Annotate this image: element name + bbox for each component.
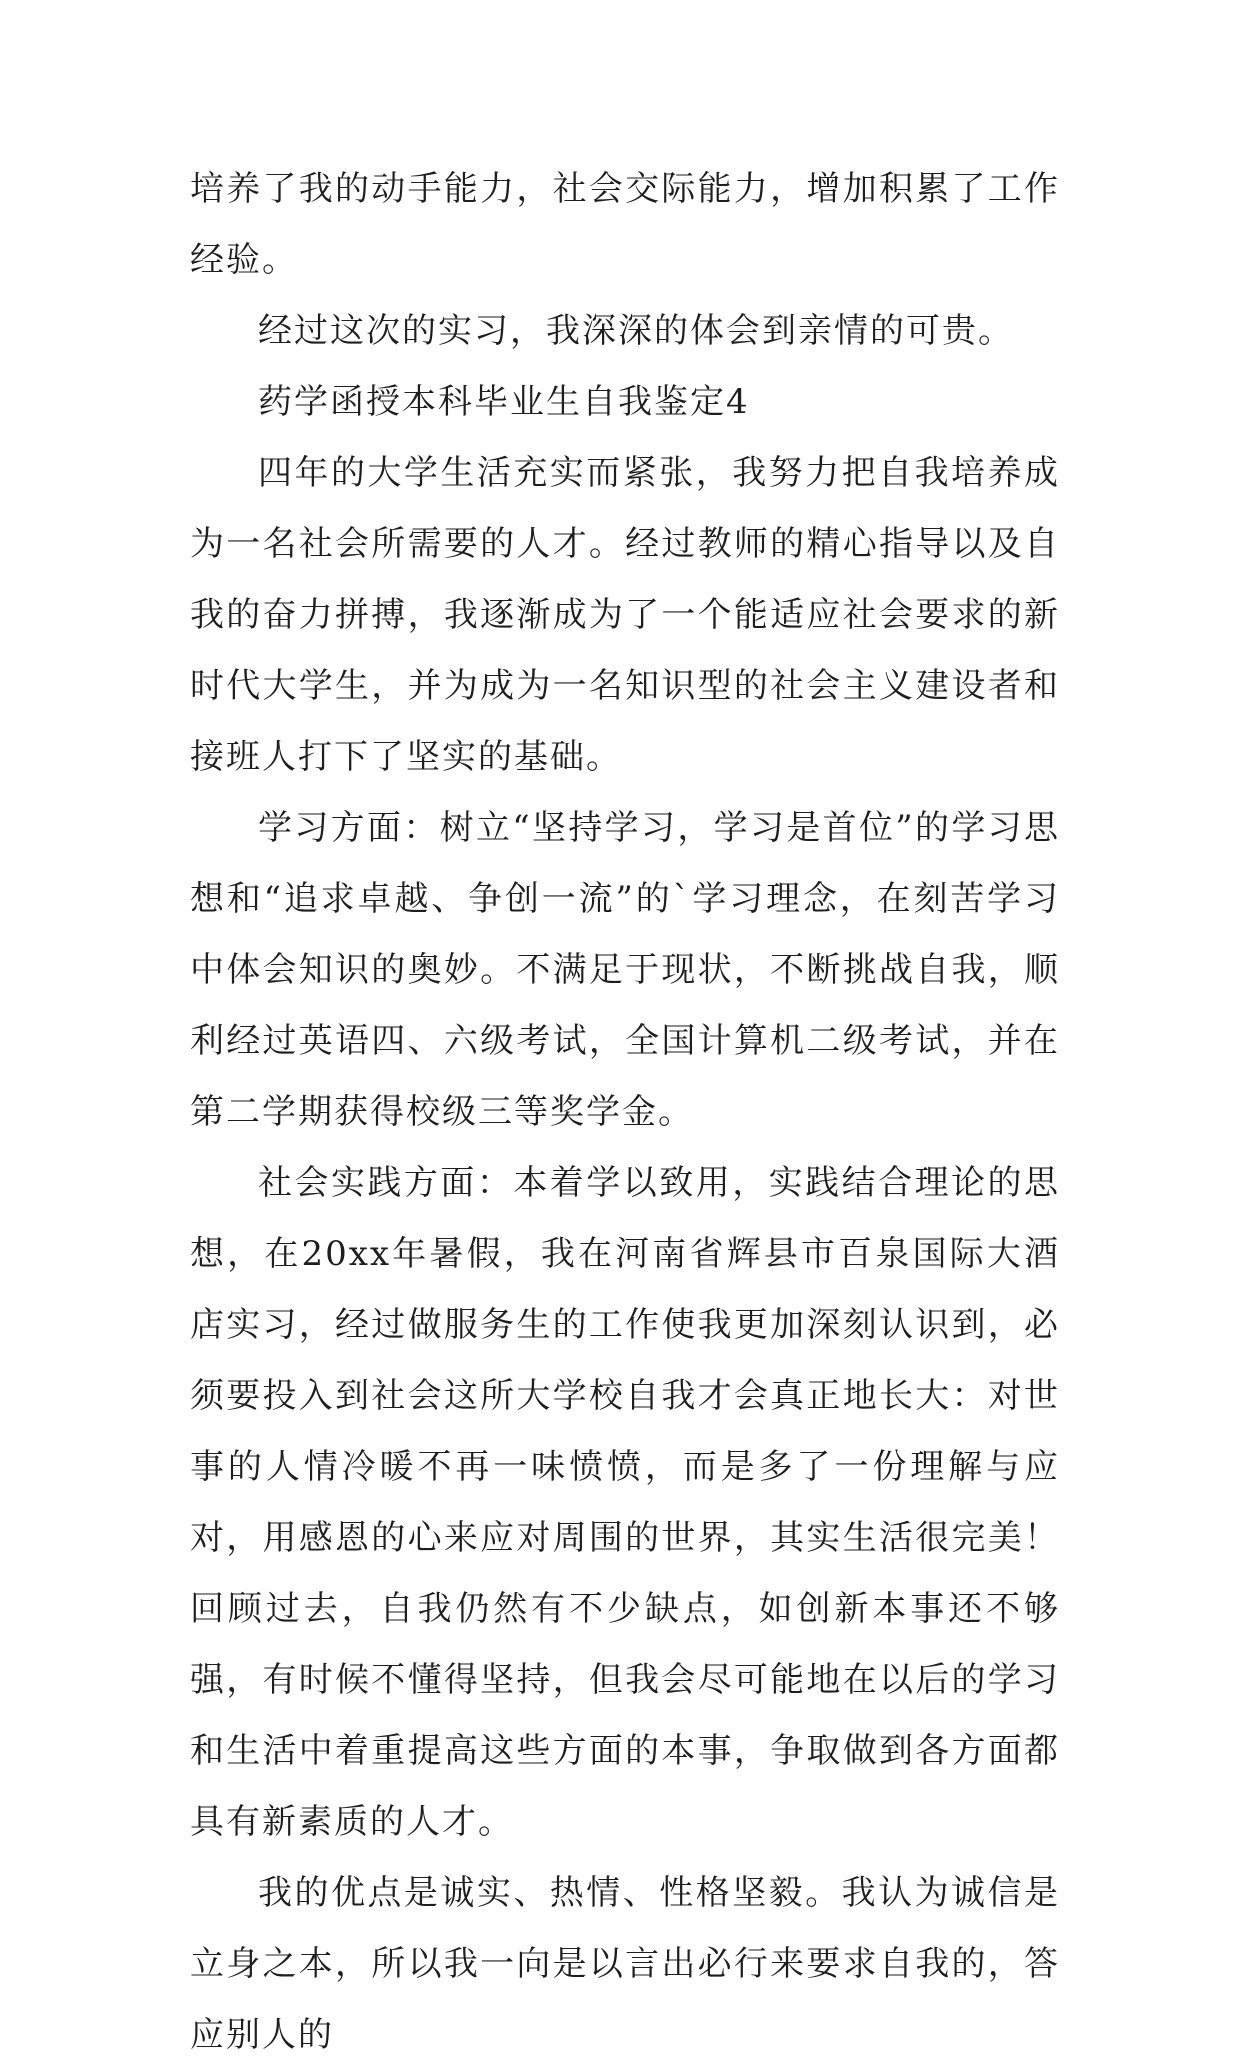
paragraph-strengths: 我的优点是诚实、热情、性格坚毅。我认为诚信是立身之本，所以我一向是以言出必行来要求自我的，答应别人的 <box>190 1873 1060 2055</box>
paragraph-1: 培养了我的动手能力，社会交际能力，增加积累了工作经验。 <box>190 169 1060 280</box>
section-heading: 药学函授本科毕业生自我鉴定4 <box>258 382 750 422</box>
paragraph-practice: 社会实践方面：本着学以致用，实践结合理论的思想，在20xx年暑假，我在河南省辉县市百泉国际大酒店实习，经过做服务生的工作使我更加深刻认识到，必须要投入到社会这所大学校自我才会真正地长大：对世事的人情冷暖不再一味愤愤，而是多了一份理解与应对，用感恩的心来应对周围的世界，其实生活很完美！回顾过去，自我仍然有不少缺点，如创新本事还不够强，有时候不懂得坚持，但我会尽可能地在以后的学习和生活中着重提高这些方面的本事，争取做到各方面都具有新素质的人才。 <box>190 1163 1060 1842</box>
document-body <box>190 154 1060 2071</box>
paragraph-intro: 四年的大学生活充实而紧张，我努力把自我培养成为一名社会所需要的人才。经过教师的精心指导以及自我的奋力拼搏，我逐渐成为了一个能适应社会要求的新时代大学生，并为成为一名知识型的社会主义建设者和接班人打下了坚实的基础。 <box>190 453 1060 777</box>
paragraph-2: 经过这次的实习，我深深的体会到亲情的可贵。 <box>258 311 1014 351</box>
paragraph-study: 学习方面：树立“坚持学习，学习是首位”的学习思想和“追求卓越、争创一流”的`学习理念，在刻苦学习中体会知识的奥妙。不满足于现状，不断挑战自我，顺利经过英语四、六级考试，全国计算机二级考试，并在第二学期获得校级三等奖学金。 <box>190 808 1060 1132</box>
